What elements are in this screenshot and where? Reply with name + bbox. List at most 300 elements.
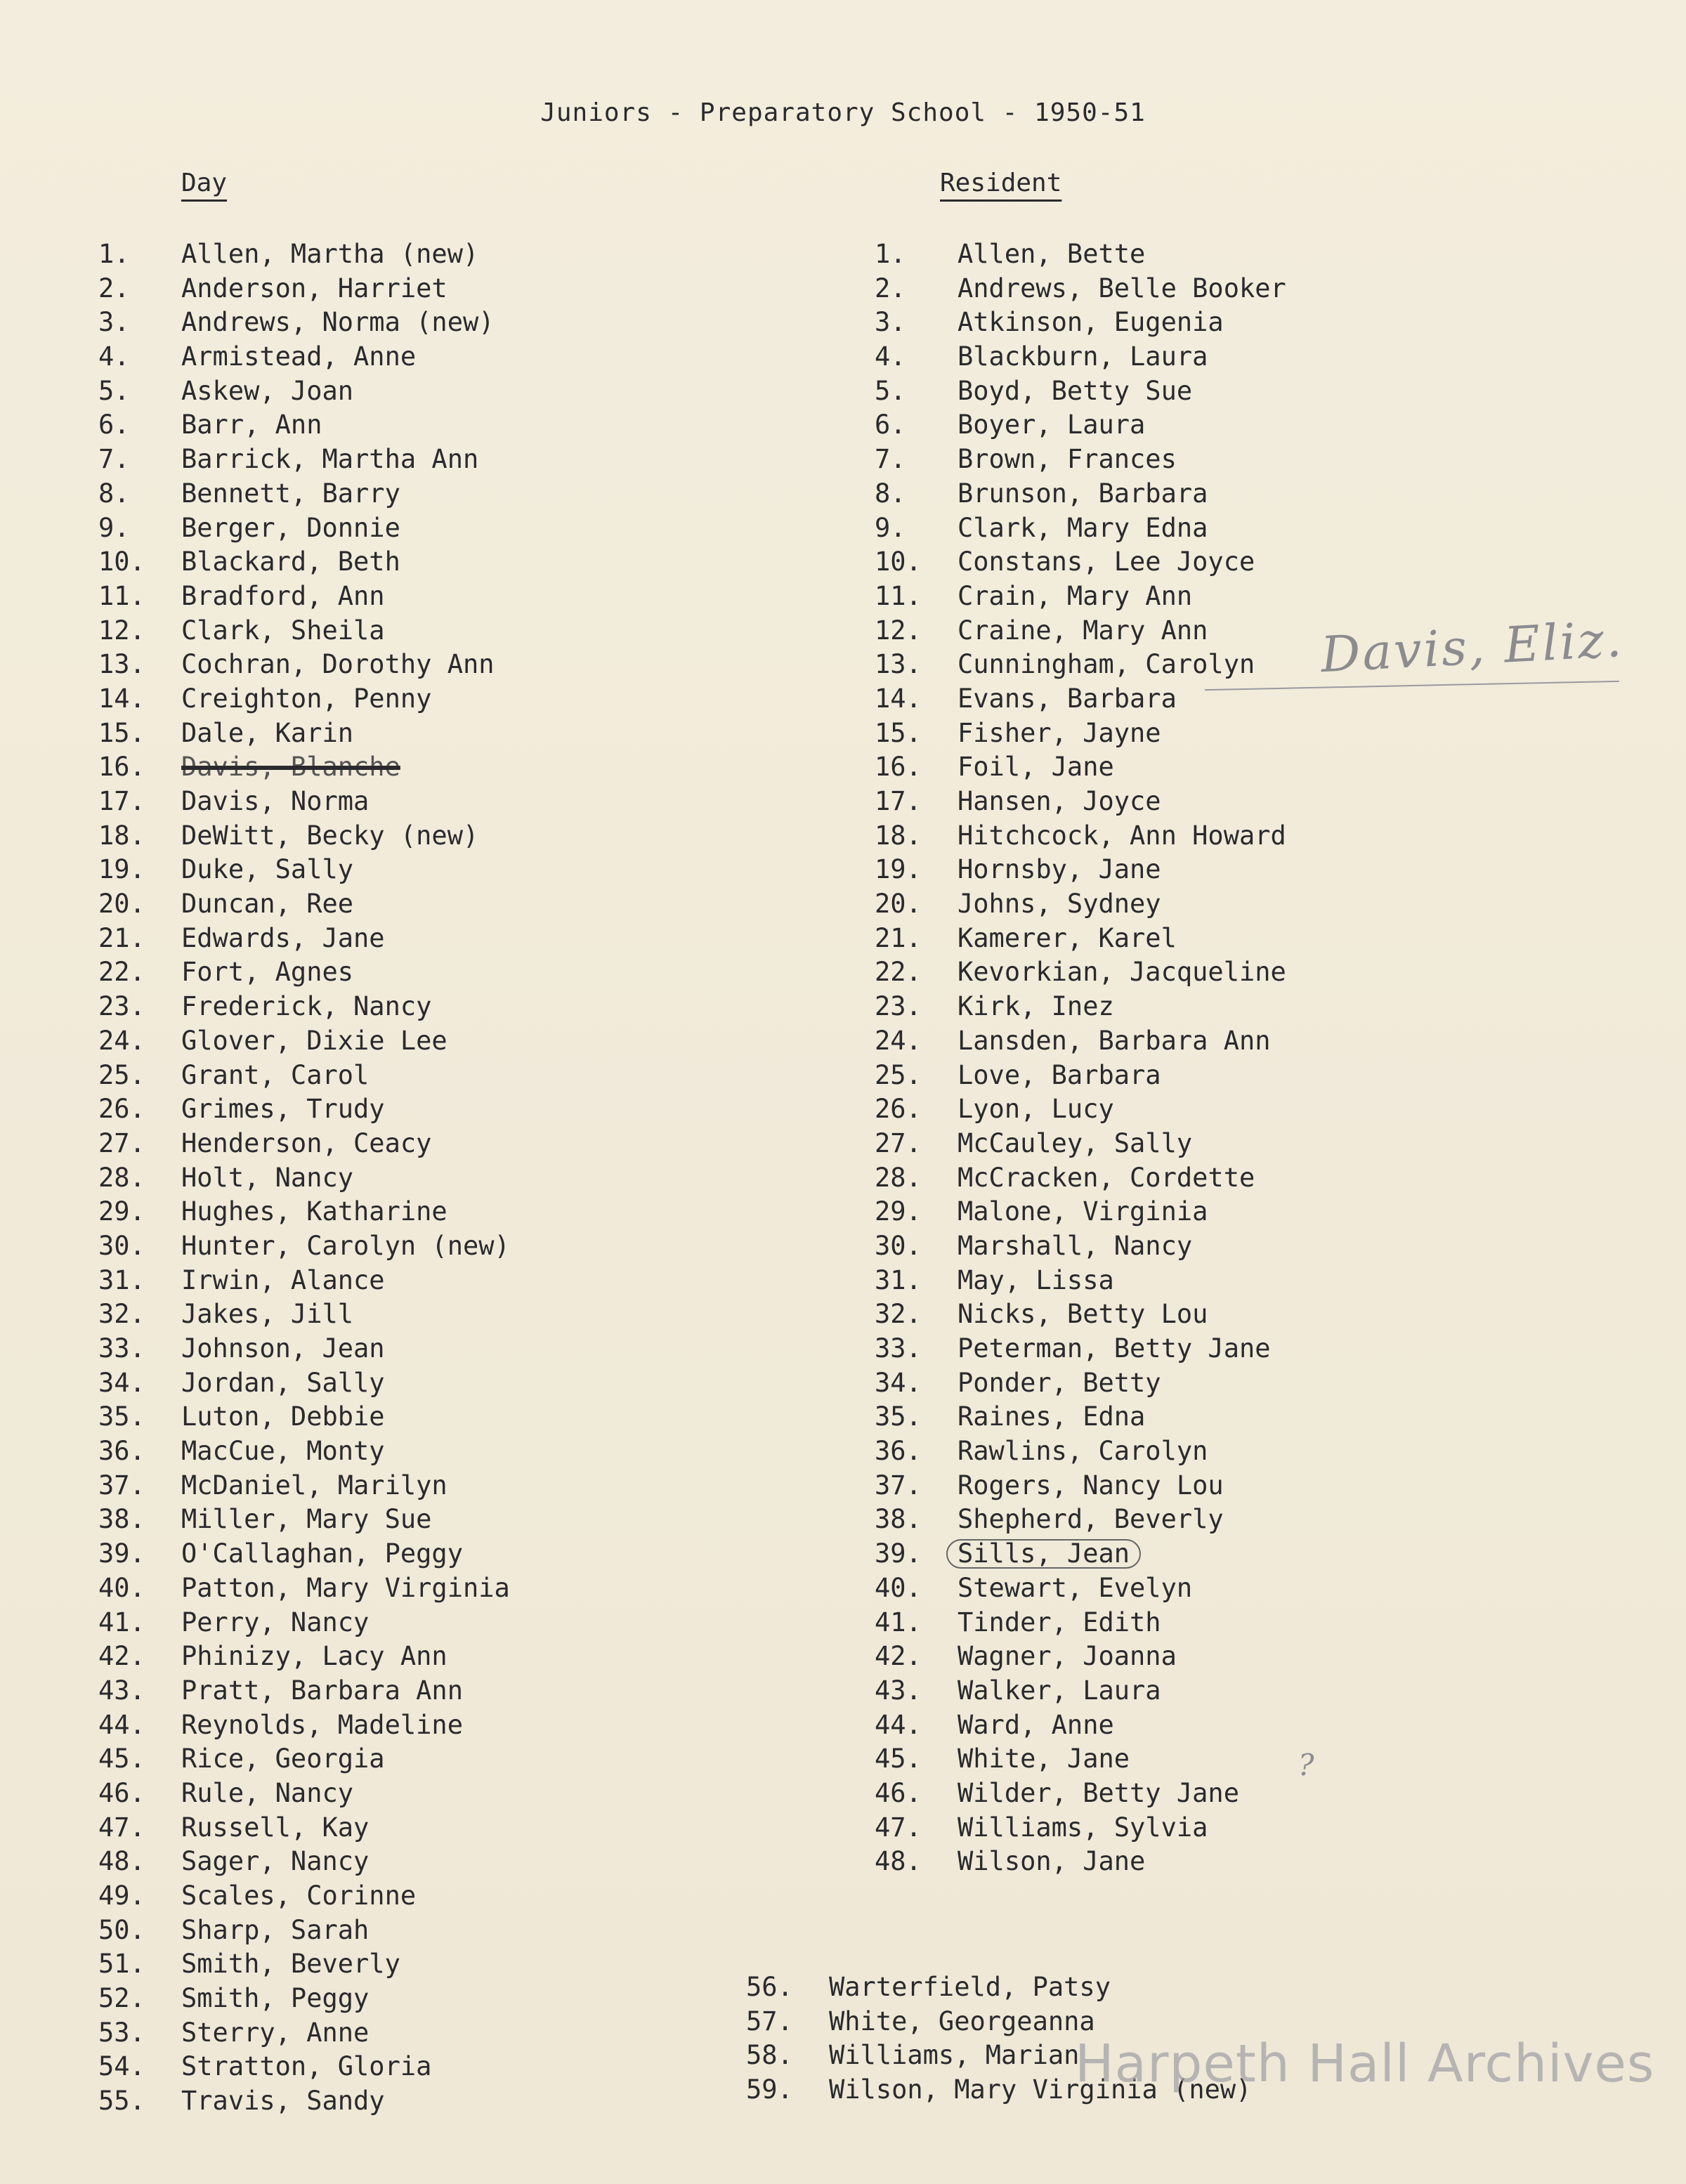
item-number: 36. xyxy=(98,1436,145,1467)
item-number: 54. xyxy=(98,2051,145,2082)
student-name: Cochran, Dorothy Ann xyxy=(181,649,495,680)
item-number: 45. xyxy=(875,1744,922,1774)
item-number: 23. xyxy=(98,991,145,1022)
list-item xyxy=(98,1297,510,1332)
list-item xyxy=(98,750,510,785)
student-name: Evans, Barbara xyxy=(958,683,1177,714)
item-number: 29. xyxy=(98,1196,145,1227)
student-name: Hunter, Carolyn (new) xyxy=(181,1230,510,1261)
student-name: Reynolds, Madeline xyxy=(181,1709,463,1740)
list-item xyxy=(98,682,510,717)
list-item xyxy=(875,1366,1286,1401)
student-name: Kirk, Inez xyxy=(958,991,1114,1022)
student-name: Sharp, Sarah xyxy=(181,1914,370,1945)
item-number: 3. xyxy=(875,307,906,338)
list-item xyxy=(98,853,510,887)
list-item xyxy=(98,922,510,956)
student-name: Henderson, Ceacy xyxy=(181,1127,432,1158)
item-number: 2. xyxy=(98,273,130,303)
student-name: Travis, Sandy xyxy=(181,2086,385,2117)
student-name: Miller, Mary Sue xyxy=(181,1504,432,1535)
student-name: Armistead, Anne xyxy=(181,341,417,372)
item-number: 39. xyxy=(875,1538,922,1569)
list-item xyxy=(98,1811,510,1845)
item-number: 25. xyxy=(98,1059,145,1090)
student-name: Patton, Mary Virginia xyxy=(181,1572,510,1603)
list-item xyxy=(875,887,1286,922)
list-item xyxy=(98,306,510,340)
list-item xyxy=(98,237,510,272)
item-number: 26. xyxy=(98,1094,145,1125)
student-name: Anderson, Harriet xyxy=(181,273,447,303)
student-name: Johnson, Jean xyxy=(181,1333,385,1364)
list-item xyxy=(875,237,1286,272)
list-item xyxy=(875,614,1286,648)
item-number: 4. xyxy=(875,341,906,372)
item-number: 29. xyxy=(875,1196,922,1227)
student-name: Smith, Peggy xyxy=(181,1983,370,2014)
item-number: 52. xyxy=(98,1983,145,2014)
list-item xyxy=(98,1229,510,1264)
student-name: McDaniel, Marilyn xyxy=(181,1470,447,1500)
student-name: Cunningham, Carolyn xyxy=(958,649,1255,680)
item-number: 22. xyxy=(98,957,145,988)
resident-column-heading: Resident xyxy=(940,169,1062,197)
item-number: 21. xyxy=(98,922,145,953)
item-number: 23. xyxy=(875,991,922,1022)
student-name: Craine, Mary Ann xyxy=(958,615,1208,646)
list-item xyxy=(98,443,510,477)
list-item xyxy=(98,1024,510,1059)
list-item xyxy=(875,922,1286,956)
list-item xyxy=(875,1195,1286,1229)
item-number: 13. xyxy=(875,649,922,680)
list-item xyxy=(875,1297,1286,1332)
student-name: Malone, Virginia xyxy=(958,1196,1208,1227)
student-name: Williams, Sylvia xyxy=(958,1812,1208,1843)
list-item xyxy=(98,1742,510,1777)
item-number: 37. xyxy=(875,1470,922,1500)
list-item xyxy=(98,1127,510,1161)
item-number: 19. xyxy=(875,854,922,885)
student-name: Duke, Sally xyxy=(181,854,354,885)
item-number: 38. xyxy=(98,1504,145,1535)
item-number: 2. xyxy=(875,273,906,303)
item-number: 7. xyxy=(875,444,906,475)
student-name: Pratt, Barbara Ann xyxy=(181,1675,463,1706)
student-name: Boyd, Betty Sue xyxy=(958,375,1193,406)
item-number: 41. xyxy=(875,1607,922,1637)
item-number: 40. xyxy=(875,1572,922,1603)
student-name: Askew, Joan xyxy=(181,375,354,406)
list-item xyxy=(875,717,1286,751)
list-item xyxy=(875,477,1286,511)
student-name: Russell, Kay xyxy=(181,1812,370,1843)
student-name: DeWitt, Becky (new) xyxy=(181,820,479,851)
item-number: 8. xyxy=(98,478,130,509)
student-name: Grimes, Trudy xyxy=(181,1094,385,1125)
list-item xyxy=(98,648,510,682)
student-name: Hitchcock, Ann Howard xyxy=(958,820,1286,851)
list-item xyxy=(98,1469,510,1503)
list-item xyxy=(875,443,1286,477)
student-name: Bennett, Barry xyxy=(181,478,400,509)
student-name: Ward, Anne xyxy=(958,1709,1114,1740)
student-name: Stratton, Gloria xyxy=(181,2051,432,2082)
list-item xyxy=(875,1537,1286,1571)
item-number: 42. xyxy=(875,1641,922,1672)
student-name: Fisher, Jayne xyxy=(958,717,1161,748)
item-number: 18. xyxy=(98,820,145,851)
student-name: Allen, Martha (new) xyxy=(181,239,479,269)
item-number: 31. xyxy=(98,1264,145,1295)
student-name: Rule, Nancy xyxy=(181,1777,354,1808)
item-number: 14. xyxy=(875,683,922,714)
item-number: 16. xyxy=(875,752,922,783)
item-number: 17. xyxy=(875,786,922,816)
item-number: 11. xyxy=(98,580,145,611)
item-number: 12. xyxy=(875,615,922,646)
list-item xyxy=(98,1845,510,1879)
item-number: 3. xyxy=(98,307,130,338)
student-name: McCracken, Cordette xyxy=(958,1162,1255,1193)
list-item xyxy=(98,511,510,546)
student-name: Barrick, Martha Ann xyxy=(181,444,479,475)
list-item xyxy=(875,374,1286,409)
resident-student-list xyxy=(875,237,1286,1879)
list-item xyxy=(746,1970,1251,2005)
student-name: Stewart, Evelyn xyxy=(958,1572,1193,1603)
item-number: 36. xyxy=(875,1436,922,1467)
item-number: 10. xyxy=(98,547,145,577)
list-item xyxy=(98,340,510,374)
list-item xyxy=(875,1161,1286,1196)
item-number: 18. xyxy=(875,820,922,851)
student-name: McCauley, Sally xyxy=(958,1127,1193,1158)
item-number: 37. xyxy=(98,1470,145,1500)
item-number: 27. xyxy=(875,1127,922,1158)
item-number: 41. xyxy=(98,1607,145,1637)
student-name: Blackburn, Laura xyxy=(958,341,1208,372)
item-number: 43. xyxy=(875,1675,922,1706)
student-name: Luton, Debbie xyxy=(181,1401,385,1432)
list-item xyxy=(875,511,1286,546)
student-name: Constans, Lee Joyce xyxy=(958,547,1255,577)
student-name: Atkinson, Eugenia xyxy=(958,307,1224,338)
list-item xyxy=(98,1332,510,1366)
archive-watermark: Harpeth Hall Archives xyxy=(1075,2034,1655,2094)
student-name: Lyon, Lucy xyxy=(958,1094,1114,1125)
item-number: 49. xyxy=(98,1881,145,1911)
list-item xyxy=(875,853,1286,887)
student-name: O'Callaghan, Peggy xyxy=(181,1538,463,1569)
student-name-circled: Sills, Jean xyxy=(946,1539,1141,1569)
list-item xyxy=(875,785,1286,819)
list-item xyxy=(98,545,510,580)
student-name: Foil, Jane xyxy=(958,752,1114,783)
student-name: Scales, Corinne xyxy=(181,1881,417,1911)
list-item xyxy=(98,1606,510,1640)
list-item xyxy=(875,306,1286,340)
student-name-struck: Davis, Blanche xyxy=(181,752,400,783)
handwritten-question-mark: ? xyxy=(1298,1748,1314,1782)
list-item xyxy=(875,1503,1286,1537)
student-name: Wilson, Jane xyxy=(958,1846,1146,1877)
student-name: Allen, Bette xyxy=(958,239,1146,269)
list-item xyxy=(98,1537,510,1571)
list-item xyxy=(875,1640,1286,1674)
item-number: 47. xyxy=(98,1812,145,1843)
list-item xyxy=(875,1059,1286,1093)
student-name: Barr, Ann xyxy=(181,410,322,440)
list-item xyxy=(875,1674,1286,1708)
item-number: 17. xyxy=(98,786,145,816)
list-item xyxy=(98,1777,510,1811)
student-name: May, Lissa xyxy=(958,1264,1114,1295)
day-column-heading: Day xyxy=(181,169,228,197)
item-number: 4. xyxy=(98,341,130,372)
list-item xyxy=(875,1400,1286,1434)
day-student-list xyxy=(98,237,510,2119)
handwritten-annotation: Davis, Eliz. xyxy=(1319,610,1626,684)
item-number: 51. xyxy=(98,1949,145,1980)
list-item xyxy=(875,750,1286,785)
list-item xyxy=(98,819,510,854)
list-item xyxy=(98,1195,510,1229)
item-number: 30. xyxy=(98,1230,145,1261)
item-number: 5. xyxy=(98,375,130,406)
list-item xyxy=(875,1811,1286,1845)
item-number: 14. xyxy=(98,683,145,714)
student-name: Davis, Norma xyxy=(181,786,370,816)
list-item xyxy=(875,1742,1286,1777)
list-item xyxy=(875,1332,1286,1366)
item-number: 58. xyxy=(746,2040,793,2071)
item-number: 13. xyxy=(98,649,145,680)
item-number: 44. xyxy=(98,1709,145,1740)
student-name: Lansden, Barbara Ann xyxy=(958,1025,1271,1056)
student-name: Clark, Mary Edna xyxy=(958,512,1208,543)
list-item xyxy=(875,1092,1286,1127)
student-name: Creighton, Penny xyxy=(181,683,432,714)
student-name: Nicks, Betty Lou xyxy=(958,1299,1208,1330)
student-name: Brown, Frances xyxy=(958,444,1177,475)
list-item xyxy=(98,2084,510,2119)
list-item xyxy=(875,1606,1286,1640)
list-item xyxy=(98,408,510,443)
student-name: Williams, Marian xyxy=(829,2040,1080,2071)
list-item xyxy=(98,1914,510,1948)
item-number: 32. xyxy=(98,1299,145,1330)
page-title: Juniors - Preparatory School - 1950-51 xyxy=(540,98,1146,127)
student-name: Grant, Carol xyxy=(181,1059,370,1090)
item-number: 20. xyxy=(98,889,145,920)
item-number: 27. xyxy=(98,1127,145,1158)
item-number: 50. xyxy=(98,1914,145,1945)
list-item xyxy=(98,785,510,819)
item-number: 9. xyxy=(98,512,130,543)
item-number: 33. xyxy=(98,1333,145,1364)
item-number: 25. xyxy=(875,1059,922,1090)
item-number: 53. xyxy=(98,2017,145,2048)
student-name: MacCue, Monty xyxy=(181,1436,385,1467)
list-item xyxy=(98,1708,510,1743)
item-number: 46. xyxy=(98,1777,145,1808)
list-item xyxy=(875,682,1286,717)
student-name: White, Georgeanna xyxy=(829,2006,1095,2036)
item-number: 19. xyxy=(98,854,145,885)
student-name: Andrews, Belle Booker xyxy=(958,273,1286,303)
item-number: 9. xyxy=(875,512,906,543)
item-number: 35. xyxy=(98,1401,145,1432)
student-name: Glover, Dixie Lee xyxy=(181,1025,447,1056)
student-name: Hornsby, Jane xyxy=(958,854,1161,885)
item-number: 46. xyxy=(875,1777,922,1808)
list-item xyxy=(98,1674,510,1708)
list-item xyxy=(98,272,510,306)
item-number: 8. xyxy=(875,478,906,509)
item-number: 33. xyxy=(875,1333,922,1364)
student-name: Frederick, Nancy xyxy=(181,991,432,1022)
list-item xyxy=(98,1161,510,1196)
student-name: Andrews, Norma (new) xyxy=(181,307,495,338)
list-item xyxy=(98,1879,510,1914)
list-item xyxy=(98,717,510,751)
student-name: Ponder, Betty xyxy=(958,1367,1161,1398)
list-item xyxy=(875,1229,1286,1264)
student-name: Jakes, Jill xyxy=(181,1299,354,1330)
item-number: 39. xyxy=(98,1538,145,1569)
item-number: 11. xyxy=(875,580,922,611)
list-item xyxy=(875,408,1286,443)
item-number: 26. xyxy=(875,1094,922,1125)
list-item xyxy=(875,1571,1286,1606)
student-name: Hansen, Joyce xyxy=(958,786,1161,816)
list-item xyxy=(98,1059,510,1093)
student-name: Berger, Donnie xyxy=(181,512,400,543)
student-name: Edwards, Jane xyxy=(181,922,385,953)
list-item xyxy=(98,1400,510,1434)
student-name: Rogers, Nancy Lou xyxy=(958,1470,1224,1500)
student-name: Walker, Laura xyxy=(958,1675,1161,1706)
list-item xyxy=(98,1434,510,1469)
student-name: Rawlins, Carolyn xyxy=(958,1436,1208,1467)
student-name: Peterman, Betty Jane xyxy=(958,1333,1271,1364)
list-item xyxy=(98,614,510,648)
student-name: Perry, Nancy xyxy=(181,1607,370,1637)
student-name: Wilson, Mary Virginia (new) xyxy=(829,2074,1252,2105)
item-number: 24. xyxy=(98,1025,145,1056)
item-number: 28. xyxy=(98,1162,145,1193)
student-name: Wagner, Joanna xyxy=(958,1641,1177,1672)
item-number: 7. xyxy=(98,444,130,475)
student-name: Dale, Karin xyxy=(181,717,354,748)
item-number: 22. xyxy=(875,957,922,988)
list-item xyxy=(98,887,510,922)
item-number: 42. xyxy=(98,1641,145,1672)
list-item xyxy=(98,1264,510,1298)
student-name: Phinizy, Lacy Ann xyxy=(181,1641,447,1672)
list-item xyxy=(98,1503,510,1537)
student-name: Marshall, Nancy xyxy=(958,1230,1193,1261)
item-number: 57. xyxy=(746,2006,793,2036)
item-number: 12. xyxy=(98,615,145,646)
list-item xyxy=(98,990,510,1024)
item-number: 5. xyxy=(875,375,906,406)
student-name: Crain, Mary Ann xyxy=(958,580,1193,611)
list-item xyxy=(875,545,1286,580)
item-number: 28. xyxy=(875,1162,922,1193)
student-name: Shepherd, Beverly xyxy=(958,1504,1224,1535)
student-name: Warterfield, Patsy xyxy=(829,1972,1111,2002)
item-number: 31. xyxy=(875,1264,922,1295)
student-name: Smith, Beverly xyxy=(181,1949,400,1980)
list-item xyxy=(98,1366,510,1401)
student-name: Tinder, Edith xyxy=(958,1607,1161,1637)
list-item xyxy=(98,477,510,511)
item-number: 43. xyxy=(98,1675,145,1706)
item-number: 15. xyxy=(98,717,145,748)
list-item xyxy=(875,1845,1286,1879)
list-item xyxy=(875,1434,1286,1469)
student-name: Brunson, Barbara xyxy=(958,478,1208,509)
student-name: Irwin, Alance xyxy=(181,1264,385,1295)
item-number: 1. xyxy=(875,239,906,269)
student-name: Kevorkian, Jacqueline xyxy=(958,957,1286,988)
student-name: Johns, Sydney xyxy=(958,889,1161,920)
student-name: Hughes, Katharine xyxy=(181,1196,447,1227)
list-item xyxy=(875,1469,1286,1503)
student-name: Clark, Sheila xyxy=(181,615,385,646)
list-item xyxy=(875,1777,1286,1811)
list-item xyxy=(875,990,1286,1024)
list-item xyxy=(875,1024,1286,1059)
item-number: 20. xyxy=(875,889,922,920)
item-number: 24. xyxy=(875,1025,922,1056)
list-item xyxy=(98,2016,510,2051)
student-name: Boyer, Laura xyxy=(958,410,1146,440)
item-number: 34. xyxy=(875,1367,922,1398)
item-number: 6. xyxy=(98,410,130,440)
item-number: 55. xyxy=(98,2086,145,2117)
item-number: 56. xyxy=(746,1972,793,2002)
item-number: 15. xyxy=(875,717,922,748)
student-name: Wilder, Betty Jane xyxy=(958,1777,1239,1808)
list-item xyxy=(98,1640,510,1674)
item-number: 21. xyxy=(875,922,922,953)
item-number: 48. xyxy=(98,1846,145,1877)
item-number: 34. xyxy=(98,1367,145,1398)
list-item xyxy=(98,1947,510,1982)
student-name: Fort, Agnes xyxy=(181,957,354,988)
student-name: Bradford, Ann xyxy=(181,580,385,611)
student-name: Sager, Nancy xyxy=(181,1846,370,1877)
student-name: Holt, Nancy xyxy=(181,1162,354,1193)
item-number: 44. xyxy=(875,1709,922,1740)
list-item xyxy=(875,1708,1286,1743)
list-item xyxy=(875,955,1286,990)
list-item xyxy=(875,1264,1286,1298)
student-name: Blackard, Beth xyxy=(181,547,400,577)
item-number: 6. xyxy=(875,410,906,440)
item-number: 38. xyxy=(875,1504,922,1535)
list-item xyxy=(98,580,510,614)
student-name: White, Jane xyxy=(958,1744,1130,1774)
list-item xyxy=(875,1127,1286,1161)
item-number: 47. xyxy=(875,1812,922,1843)
item-number: 30. xyxy=(875,1230,922,1261)
list-item xyxy=(98,374,510,409)
